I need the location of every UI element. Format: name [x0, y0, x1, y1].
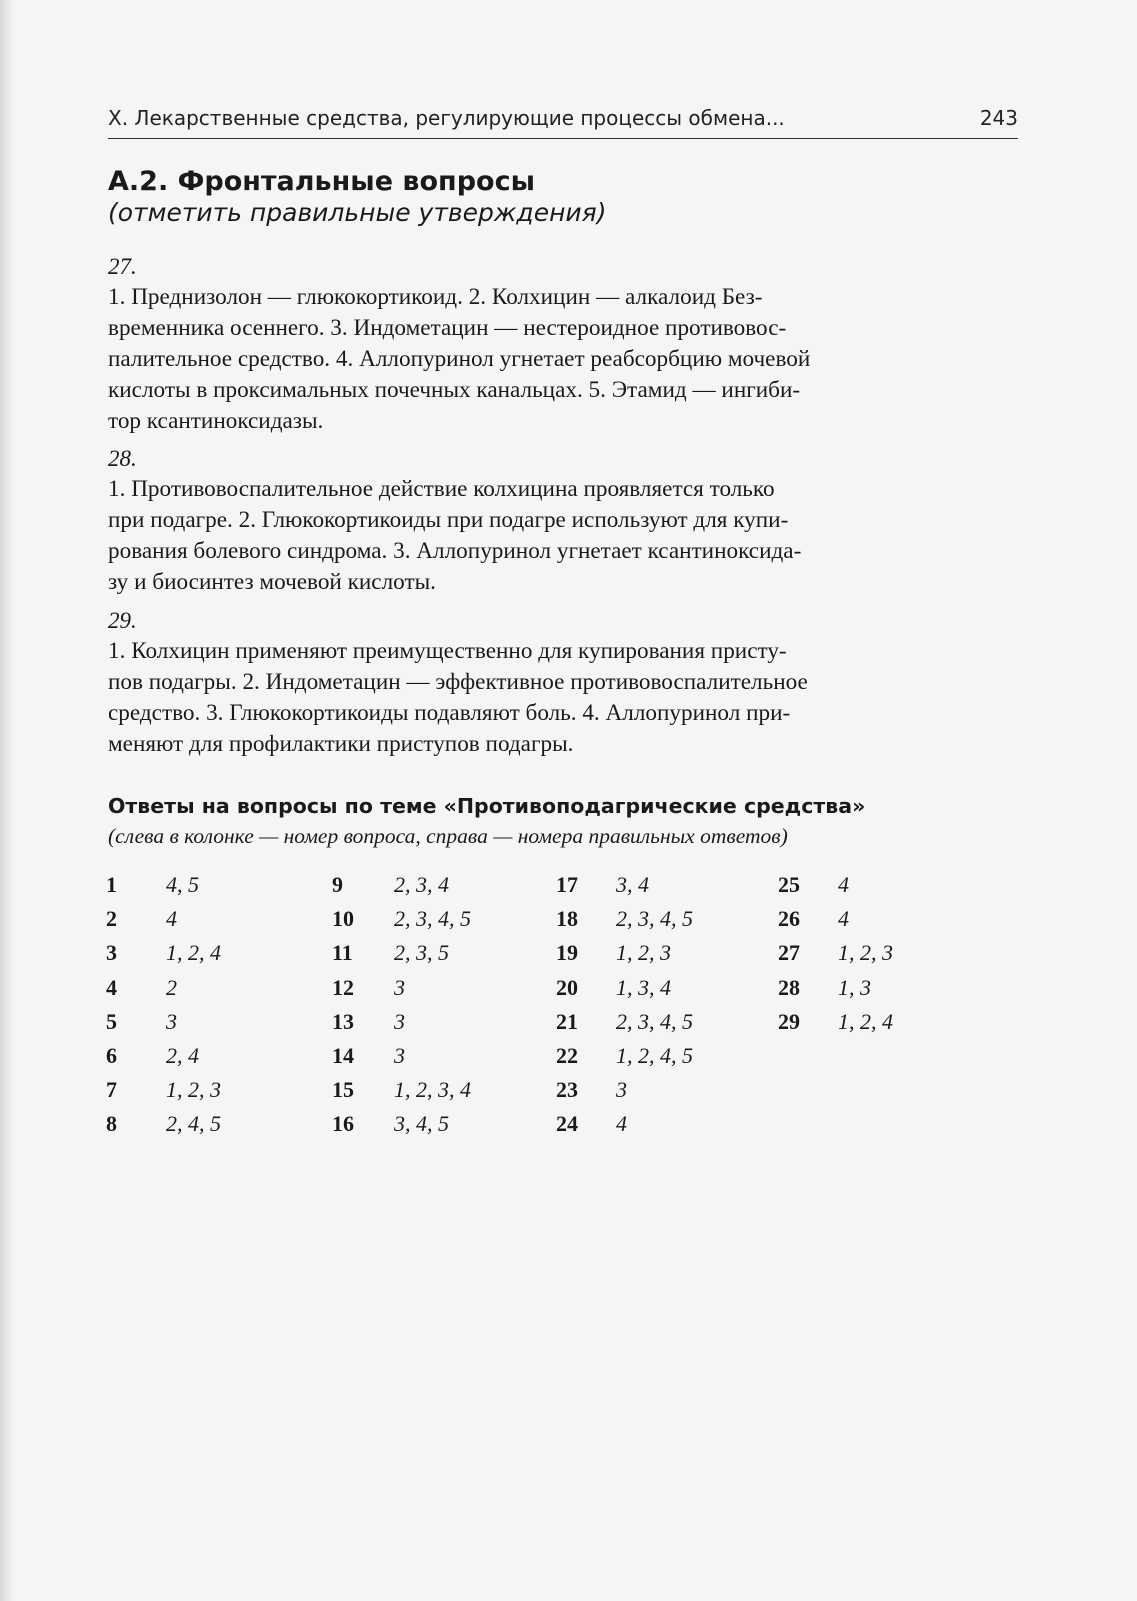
answer-correct-options: 1, 3	[838, 974, 871, 1000]
text-line: тор ксантиноксидазы.	[108, 408, 324, 434]
answer-correct-options: 2, 3, 4	[394, 872, 449, 897]
answer-question-number: 28	[778, 974, 800, 1000]
question-number: 28.	[108, 446, 137, 471]
text-line: временника осеннего. 3. Индометацин — нестероидное противовос-	[108, 315, 787, 341]
answer-question-number: 29	[778, 1008, 800, 1034]
text-line: пов подагры. 2. Индометацин — эффективное противовоспалительное	[108, 669, 808, 695]
running-header	[108, 104, 1018, 139]
section-subtitle: (отметить правильные утверждения)	[108, 198, 607, 227]
answer-correct-options: 2, 4, 5	[166, 1111, 221, 1137]
answer-correct-options: 3, 4, 5	[394, 1111, 449, 1137]
answer-question-number: 14	[332, 1043, 354, 1068]
text-line: при подагре. 2. Глюкокортикоиды при подагре используют для купи-	[108, 507, 789, 533]
answer-question-number: 24	[556, 1111, 578, 1137]
answer-question-number: 23	[556, 1077, 578, 1103]
answer-question-number: 25	[778, 872, 800, 897]
answer-correct-options: 1, 2, 3	[166, 1077, 221, 1103]
answer-correct-options: 1, 3, 4	[616, 974, 671, 1000]
answer-question-number: 6	[106, 1043, 117, 1068]
answers-subtitle: (слева в колонке — номер вопроса, справа — номера правильных ответов)	[108, 824, 788, 848]
answer-correct-options: 3	[166, 1008, 177, 1034]
text-line: кислоты в проксимальных почечных канальцах. 5. Этамид — ингиби-	[108, 377, 801, 403]
answer-correct-options: 3	[394, 974, 405, 1000]
answer-question-number: 1	[106, 872, 117, 897]
answer-correct-options: 4	[616, 1111, 627, 1137]
question-number: 29.	[108, 608, 137, 633]
page-number: 243	[979, 106, 1018, 130]
answer-question-number: 13	[332, 1008, 354, 1034]
answer-correct-options: 3, 4	[616, 872, 649, 897]
answer-question-number: 11	[332, 940, 353, 966]
text-line: меняют для профилактики приступов подагры.	[108, 731, 574, 757]
text-line: 1. Преднизолон — глюкокортикоид. 2. Колхицин — алкалоид Без-	[108, 284, 763, 310]
answer-question-number: 18	[556, 906, 578, 932]
answer-question-number: 26	[778, 906, 800, 932]
page-edge-shadow	[0, 0, 14, 1601]
answer-correct-options: 4	[166, 906, 177, 932]
answer-correct-options: 1, 2, 4, 5	[616, 1043, 693, 1068]
text-line: зу и биосинтез мочевой кислоты.	[108, 569, 436, 595]
answer-question-number: 19	[556, 940, 578, 966]
answer-question-number: 15	[332, 1077, 354, 1103]
section-title: А.2. Фронтальные вопросы	[108, 166, 535, 197]
answer-correct-options: 1, 2, 4	[166, 940, 221, 966]
answer-correct-options: 1, 2, 3	[838, 940, 893, 966]
answer-question-number: 5	[106, 1008, 117, 1034]
answer-question-number: 22	[556, 1043, 578, 1068]
answer-question-number: 27	[778, 940, 800, 966]
answer-correct-options: 4, 5	[166, 872, 199, 897]
text-line: 1. Колхицин применяют преимущественно для купирования присту-	[108, 638, 787, 664]
answer-question-number: 21	[556, 1008, 578, 1034]
answer-correct-options: 2, 3, 4, 5	[394, 906, 471, 932]
question-text	[108, 636, 1013, 760]
answer-question-number: 7	[106, 1077, 117, 1103]
running-title: Х. Лекарственные средства, регулирующие процессы обмена...	[108, 106, 785, 130]
answer-question-number: 8	[106, 1111, 117, 1137]
text-line: средство. 3. Глюкокортикоиды подавляют боль. 4. Аллопуринол при-	[108, 700, 791, 726]
answer-question-number: 9	[332, 872, 343, 897]
answer-correct-options: 4	[838, 906, 849, 932]
question-text	[108, 282, 1013, 437]
answer-question-number: 17	[556, 872, 578, 897]
answers-title: Ответы на вопросы по теме «Противоподагрические средства»	[108, 794, 866, 818]
text-line: палительное средство. 4. Аллопуринол угнетает реабсорбцию мочевой	[108, 346, 811, 372]
question-number: 27.	[108, 254, 137, 279]
answer-correct-options: 2, 3, 5	[394, 940, 449, 966]
answer-question-number: 20	[556, 974, 578, 1000]
answer-correct-options: 1, 2, 4	[838, 1008, 893, 1034]
answer-correct-options: 3	[394, 1043, 405, 1068]
text-line: рования болевого синдрома. 3. Аллопуринол угнетает ксантиноксида-	[108, 538, 802, 564]
answer-question-number: 10	[332, 906, 354, 932]
question-text	[108, 474, 1013, 598]
answer-question-number: 2	[106, 906, 117, 932]
answer-correct-options: 2, 3, 4, 5	[616, 906, 693, 932]
answer-correct-options: 1, 2, 3	[616, 940, 671, 966]
answer-question-number: 4	[106, 974, 117, 1000]
answer-correct-options: 2, 3, 4, 5	[616, 1008, 693, 1034]
text-line: 1. Противовоспалительное действие колхицина проявляется только	[108, 476, 775, 502]
answer-correct-options: 4	[838, 872, 849, 897]
answer-question-number: 16	[332, 1111, 354, 1137]
answer-correct-options: 1, 2, 3, 4	[394, 1077, 471, 1103]
answer-correct-options: 3	[394, 1008, 405, 1034]
answer-correct-options: 2, 4	[166, 1043, 199, 1068]
answer-correct-options: 3	[616, 1077, 627, 1103]
answer-correct-options: 2	[166, 974, 177, 1000]
answer-question-number: 3	[106, 940, 117, 966]
answer-question-number: 12	[332, 974, 354, 1000]
